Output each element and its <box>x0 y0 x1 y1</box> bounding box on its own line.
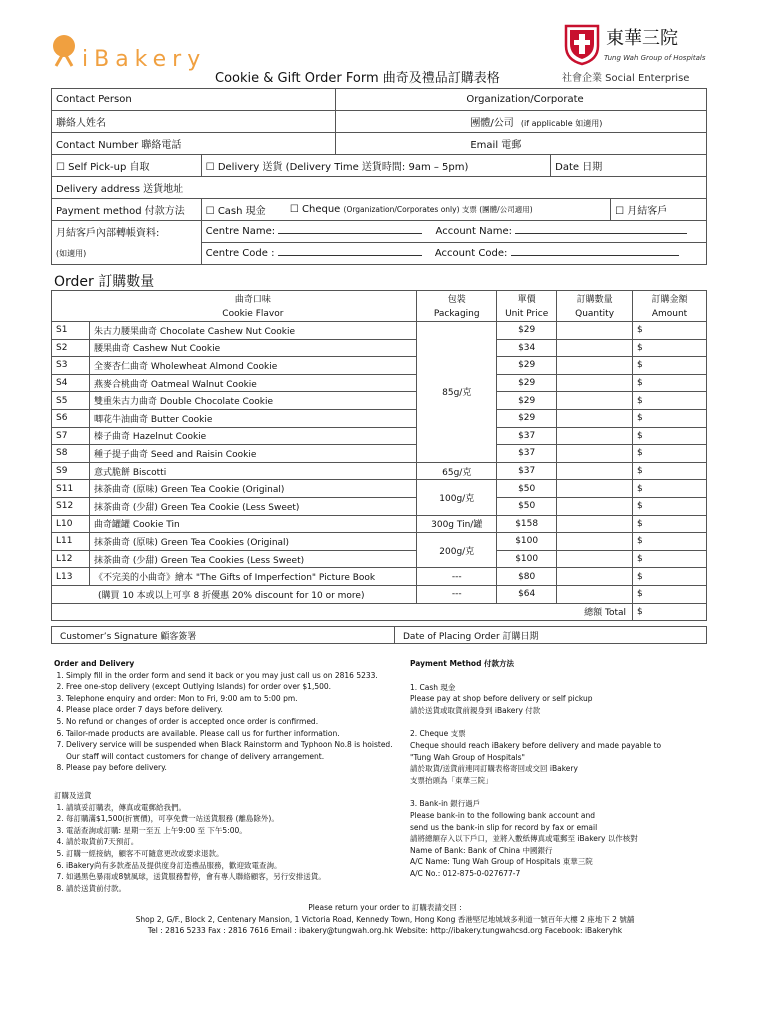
item-name: 朱古力腰果曲奇 Chocolate Cashew Nut Cookie <box>89 322 416 340</box>
table-row <box>52 462 707 480</box>
svg-text:iBakery: iBakery <box>82 47 207 72</box>
item-amount[interactable]: $ <box>633 427 707 445</box>
total-row <box>52 603 707 621</box>
item-name: 雙重朱古力曲奇 Double Chocolate Cookie <box>89 392 416 410</box>
list-item: 1. Simply fill in the order form and send it back or you may just call us on 2816 5233. <box>66 670 394 682</box>
item-price: $29 <box>497 392 557 410</box>
footer-return: Please return your order to 訂購表請交回 : <box>308 903 462 912</box>
item-name: 曲奇罐罐 Cookie Tin <box>89 515 416 533</box>
centre-code-label: Centre Code : <box>205 248 275 259</box>
col-flavor-zh: 曲奇口味 <box>89 291 416 307</box>
col-qty-en: Quantity <box>557 306 633 322</box>
org-corp-label: Organization/Corporate <box>466 94 584 105</box>
org-name-en: Tung Wah Group of Hospitals <box>604 54 706 62</box>
table-row <box>52 357 707 375</box>
table-row <box>52 550 707 568</box>
item-code: L11 <box>52 533 90 551</box>
total-amount[interactable]: $ <box>633 603 707 621</box>
item-qty-field[interactable] <box>557 427 633 445</box>
footer-address: Shop 2, G/F., Block 2, Centenary Mansion, 1 Victoria Road, Kennedy Town, Hong Kong 香港堅尼地城域多利道一號百年大樓 2 座地下 2 號舖 <box>135 915 635 924</box>
payment-method-notes <box>410 658 710 880</box>
table-row <box>52 392 707 410</box>
payment-heading: Payment Method 付款方法 <box>410 659 515 668</box>
item-name: 腰果曲奇 Cashew Nut Cookie <box>89 339 416 357</box>
bank-line: A/C No.: 012-875-0-027677-7 <box>410 868 521 878</box>
item-qty-field[interactable] <box>557 515 633 533</box>
cheque-note: (Organization/Corporates only) 支票 (團體/公司適用) <box>343 205 533 214</box>
bank-title: 3. Bank-in 銀行過戶 <box>410 799 481 809</box>
list-item: 7. Delivery service will be suspended when Black Rainstorm and Typhoon No.8 is hoisted. Our staff will contact customers for change of delivery arrangement. <box>66 739 394 762</box>
cash-title: 1. Cash 現金 <box>410 682 456 692</box>
item-code: L13 <box>52 568 90 586</box>
item-qty-field[interactable] <box>557 392 633 410</box>
cheque-line: 支票抬頭為「東華三院」 <box>410 775 493 785</box>
item-amount[interactable]: $ <box>633 357 707 375</box>
list-item: 4. Please place order 7 days before delivery. <box>66 704 394 716</box>
order-delivery-notes-en <box>54 658 394 774</box>
list-item: 7. 如遇黑色暴雨或8號風球，送貨服務暫停，會有專人聯絡顧客，另行安排送貨。 <box>66 871 394 883</box>
item-name: (購買 10 本或以上可享 8 折優惠 20% discount for 10 or more) <box>52 585 417 603</box>
org-corp-note: (if applicable 如適用) <box>520 119 603 128</box>
item-qty-field[interactable] <box>557 568 633 586</box>
table-row <box>52 585 707 603</box>
item-price: $29 <box>497 374 557 392</box>
list-item: 2. Free one-stop delivery (except Outlying Islands) for order over $1,500. <box>66 681 394 693</box>
item-name: 榛子曲奇 Hazelnut Cookie <box>89 427 416 445</box>
item-amount[interactable]: $ <box>633 585 707 603</box>
item-price: $50 <box>497 497 557 515</box>
bank-line: Name of Bank: Bank of China 中國銀行 <box>410 845 553 855</box>
item-amount[interactable]: $ <box>633 568 707 586</box>
table-row <box>52 445 707 463</box>
payment-method-label: Payment method 付款方法 <box>52 199 202 221</box>
item-name: 種子提子曲奇 Seed and Raisin Cookie <box>89 445 416 463</box>
signature-table <box>51 626 707 644</box>
list-item: 8. Please pay before delivery. <box>66 762 394 774</box>
item-amount[interactable]: $ <box>633 515 707 533</box>
item-qty-field[interactable] <box>557 533 633 551</box>
item-pack: 300g Tin/罐 <box>417 515 497 533</box>
item-code: S1 <box>52 322 90 340</box>
table-row <box>52 427 707 445</box>
contact-person-label: Contact Person <box>52 89 336 111</box>
account-name-label: Account Name: <box>435 226 512 237</box>
item-qty-field[interactable] <box>557 322 633 340</box>
item-qty-field[interactable] <box>557 445 633 463</box>
col-qty-zh: 訂購數量 <box>557 291 633 307</box>
bank-line: A/C Name: Tung Wah Group of Hospitals 東華三院 <box>410 857 593 867</box>
order-delivery-notes-zh <box>54 790 394 894</box>
item-qty-field[interactable] <box>557 497 633 515</box>
table-row <box>52 374 707 392</box>
item-name: 燕麥合桃曲奇 Oatmeal Walnut Cookie <box>89 374 416 392</box>
item-pack: 200g/克 <box>417 533 497 568</box>
item-code: S12 <box>52 497 90 515</box>
list-item: 4. 請於取貨前7天預訂。 <box>66 836 394 848</box>
cheque-line: "Tung Wah Group of Hospitals" <box>410 752 526 762</box>
item-qty-field[interactable] <box>557 357 633 375</box>
table-row <box>52 533 707 551</box>
centre-code-field[interactable] <box>278 255 422 256</box>
item-amount[interactable]: $ <box>633 322 707 340</box>
contact-person-zh: 聯絡人姓名 <box>52 111 336 133</box>
table-row <box>52 322 707 340</box>
cash-line: 請於送貨或取貨前親身到 iBakery 付款 <box>410 705 541 715</box>
item-amount[interactable]: $ <box>633 392 707 410</box>
list-item: 6. iBakery尚有多款產品及提供度身訂造禮品服務，歡迎致電查詢。 <box>66 860 394 872</box>
email-label: Email 電郵 <box>336 133 707 155</box>
item-code: S8 <box>52 445 90 463</box>
item-name: 抹茶曲奇 (少甜) Green Tea Cookies (Less Sweet) <box>89 550 416 568</box>
item-amount[interactable]: $ <box>633 445 707 463</box>
item-price: $29 <box>497 357 557 375</box>
monthly-info-label: 月結客戶內部轉帳資料: <box>52 221 202 243</box>
item-price: $29 <box>497 322 557 340</box>
table-row <box>52 480 707 498</box>
item-amount[interactable]: $ <box>633 339 707 357</box>
item-code: L10 <box>52 515 90 533</box>
item-name: 抹茶曲奇 (原味) Green Tea Cookie (Original) <box>89 480 416 498</box>
notes-zh-heading: 訂購及送貨 <box>54 791 92 800</box>
item-pack: --- <box>417 568 497 586</box>
table-row <box>52 339 707 357</box>
col-amt-en: Amount <box>633 306 707 322</box>
item-code: S2 <box>52 339 90 357</box>
self-pickup-checkbox[interactable]: ☐ Self Pick-up 自取 <box>52 155 202 177</box>
social-enterprise: 社會企業 Social Enterprise <box>562 73 690 84</box>
list-item: 8. 請於送貨前付款。 <box>66 883 394 895</box>
item-amount[interactable]: $ <box>633 462 707 480</box>
table-row <box>52 409 707 427</box>
list-item: 6. Tailor-made products are available. Please call us for further information. <box>66 728 394 740</box>
table-row <box>52 568 707 586</box>
item-amount[interactable]: $ <box>633 550 707 568</box>
account-code-label: Account Code: <box>434 248 508 259</box>
item-qty-field[interactable] <box>557 409 633 427</box>
item-price: $158 <box>497 515 557 533</box>
tung-wah-crest-icon <box>560 22 604 66</box>
item-price: $80 <box>497 568 557 586</box>
item-qty-field[interactable] <box>557 585 633 603</box>
item-price: $29 <box>497 409 557 427</box>
centre-name-field[interactable] <box>278 233 422 234</box>
item-qty-field[interactable] <box>557 462 633 480</box>
item-amount[interactable]: $ <box>633 533 707 551</box>
list-item: 5. 訂購一經接納，顧客不可隨意更改或要求退款。 <box>66 848 394 860</box>
item-name: 意式脆餅 Biscotti <box>89 462 416 480</box>
item-qty-field[interactable] <box>557 550 633 568</box>
item-name: 抹茶曲奇 (少甜) Green Tea Cookie (Less Sweet) <box>89 497 416 515</box>
item-amount[interactable]: $ <box>633 480 707 498</box>
item-price: $34 <box>497 339 557 357</box>
item-amount[interactable]: $ <box>633 409 707 427</box>
list-item: 3. 電話查詢或訂購: 星期一至五 上午9:00 至 下午5:00。 <box>66 825 394 837</box>
item-name: 抹茶曲奇 (原味) Green Tea Cookies (Original) <box>89 533 416 551</box>
monthly-checkbox[interactable]: ☐ 月結客戶 <box>611 199 707 221</box>
item-price: $100 <box>497 533 557 551</box>
item-qty-field[interactable] <box>557 480 633 498</box>
table-row <box>52 497 707 515</box>
order-date-field[interactable]: Date of Placing Order 訂購日期 <box>395 627 707 644</box>
contact-info-table <box>51 88 707 265</box>
item-price: $37 <box>497 445 557 463</box>
notes-en-heading: Order and Delivery <box>54 659 135 668</box>
date-label: Date 日期 <box>551 155 707 177</box>
cash-line: Please pay at shop before delivery or self pickup <box>410 694 593 704</box>
col-price-en: Unit Price <box>497 306 557 322</box>
order-heading: Order 訂購數量 <box>54 274 155 290</box>
table-row <box>52 515 707 533</box>
cheque-title: 2. Cheque 支票 <box>410 729 466 739</box>
col-amt-zh: 訂購金額 <box>633 291 707 307</box>
bank-line: 請將總額存入以下戶口，並將入數紙傳真或電郵至 iBakery 以作核對 <box>410 834 638 844</box>
item-code: S4 <box>52 374 90 392</box>
delivery-address-label: Delivery address 送貨地址 <box>52 177 707 199</box>
item-code: S9 <box>52 462 90 480</box>
cheque-line: Cheque should reach iBakery before delivery and made payable to <box>410 740 662 750</box>
item-pack: 65g/克 <box>417 462 497 480</box>
account-code-field[interactable] <box>511 255 679 256</box>
col-pack-en: Packaging <box>417 306 497 322</box>
item-price: $37 <box>497 427 557 445</box>
org-corp-zh: 團體/公司 <box>470 118 514 129</box>
list-item: 5. No refund or changes of order is accepted once order is confirmed. <box>66 716 394 728</box>
item-code: S7 <box>52 427 90 445</box>
item-code: S3 <box>52 357 90 375</box>
item-qty-field[interactable] <box>557 374 633 392</box>
cash-checkbox[interactable]: ☐ Cash 現金 <box>201 199 336 221</box>
col-flavor-en: Cookie Flavor <box>89 306 416 322</box>
item-qty-field[interactable] <box>557 339 633 357</box>
item-pack: 85g/克 <box>417 322 497 463</box>
ibakery-logo <box>48 26 208 82</box>
list-item: 3. Telephone enquiry and order: Mon to Fri, 9:00 am to 5:00 pm. <box>66 693 394 705</box>
col-price-zh: 單價 <box>497 291 557 307</box>
item-code: S6 <box>52 409 90 427</box>
item-name: 全麥杏仁曲奇 Wholewheat Almond Cookie <box>89 357 416 375</box>
item-name: 唧花牛油曲奇 Butter Cookie <box>89 409 416 427</box>
order-table <box>51 290 707 621</box>
item-amount[interactable]: $ <box>633 374 707 392</box>
account-name-field[interactable] <box>515 233 687 234</box>
item-code: S11 <box>52 480 90 498</box>
item-pack: --- <box>417 585 497 603</box>
col-pack-zh: 包裝 <box>417 291 497 307</box>
page-title: Cookie & Gift Order Form 曲奇及禮品訂購表格 <box>215 71 500 86</box>
total-label: 總額 Total <box>52 603 633 621</box>
bank-line: Please bank-in to the following bank account and <box>410 810 596 820</box>
item-pack: 100g/克 <box>417 480 497 515</box>
centre-name-label: Centre Name: <box>205 226 276 237</box>
if-applicable-label: (如適用) <box>52 243 202 265</box>
customer-signature-field[interactable]: Customer’s Signature 顧客簽署 <box>52 627 395 644</box>
item-price: $64 <box>497 585 557 603</box>
cheque-checkbox[interactable]: ☐ Cheque <box>289 204 341 215</box>
item-price: $100 <box>497 550 557 568</box>
cheque-line: 請於取貨/送貨前連同訂購表格寄回或交回 iBakery <box>410 764 578 774</box>
org-name-zh: 東華三院 <box>606 28 678 49</box>
item-code: L12 <box>52 550 90 568</box>
delivery-checkbox[interactable]: ☐ Delivery 送貨 (Delivery Time 送貨時間: 9am – 5pm) <box>201 155 550 177</box>
item-price: $50 <box>497 480 557 498</box>
list-item: 1. 請填妥訂購表，傳真或電郵給我們。 <box>66 802 394 814</box>
item-price: $37 <box>497 462 557 480</box>
item-amount[interactable]: $ <box>633 497 707 515</box>
item-name: 《不完美的小曲奇》繪本 "The Gifts of Imperfection" Picture Book <box>89 568 416 586</box>
item-code: S5 <box>52 392 90 410</box>
contact-number-label: Contact Number 聯絡電話 <box>52 133 336 155</box>
list-item: 2. 每訂購滿$1,500(折實價)，可享免費一站送貨服務 (離島除外)。 <box>66 813 394 825</box>
footer-contacts[interactable]: Tel : 2816 5233 Fax : 2816 7616 Email : ibakery@tungwah.org.hk Website: http://ibakery.tungwahcsd.org Facebook: iBakeryhk <box>147 926 623 935</box>
bank-line: send us the bank-in slip for record by fax or email <box>410 822 598 832</box>
